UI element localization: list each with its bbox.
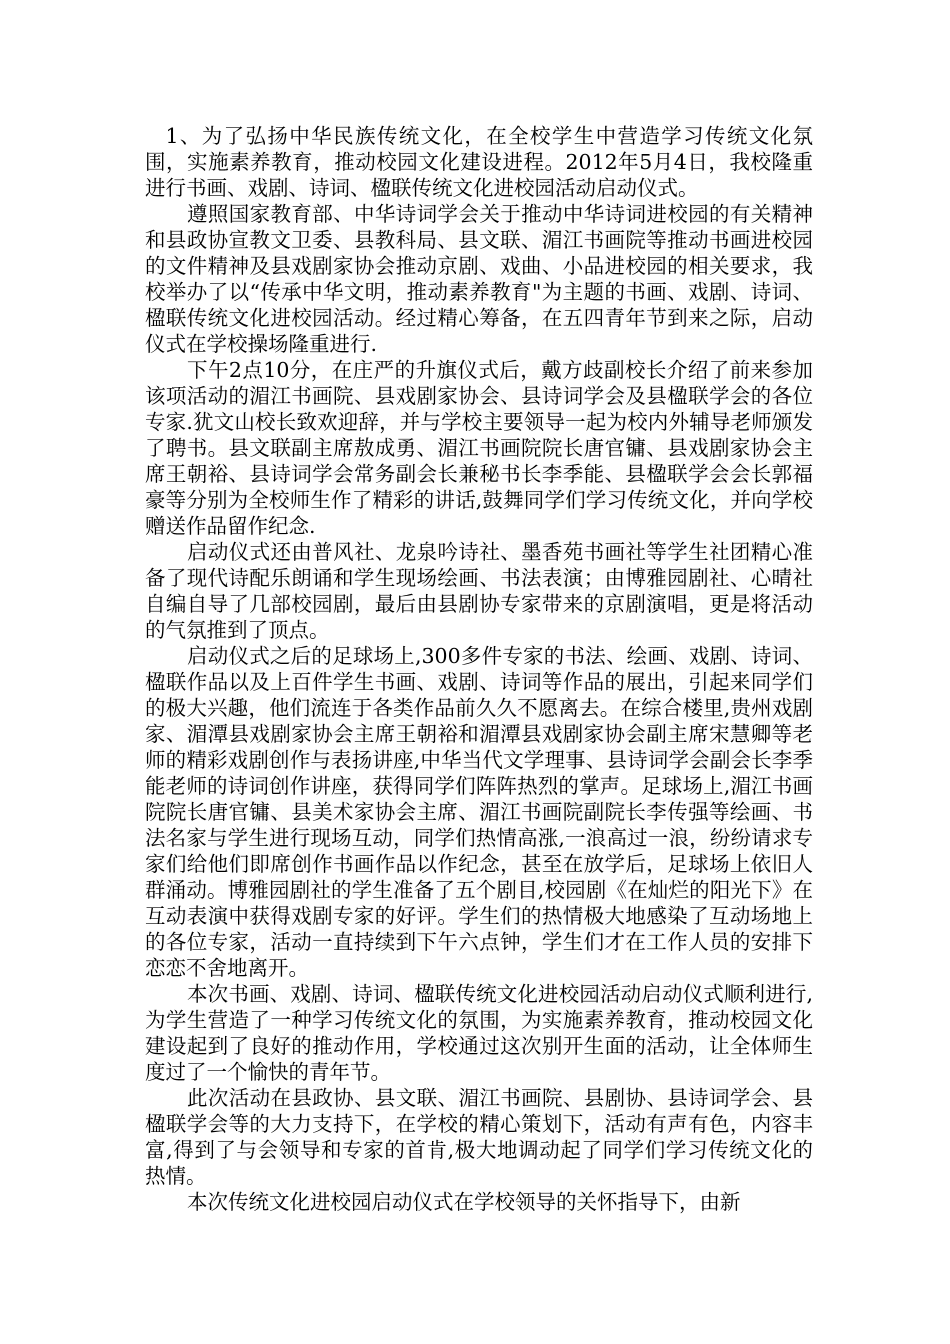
paragraph-summary: 本次书画、戏剧、诗词、楹联传统文化进校园活动启动仪式顺利进行,为学生营造了一种学习传统文化的氛围，为实施素养教育，推动校园文化建设起到了良好的推动作用，学校通过这次别开生面的活动，让全体师生度过了一个愉快的青年节。 bbox=[145, 982, 813, 1084]
paragraph-continued: 本次传统文化进校园启动仪式在学校领导的关怀指导下，由新 bbox=[187, 1190, 741, 1214]
paragraph-performances: 启动仪式还由普风社、龙泉吟诗社、墨香苑书画社等学生社团精心准备了现代诗配乐朗诵和学生现场绘画、书法表演；由博雅园剧社、心晴社自编自导了几部校园剧，最后由县剧协专家带来的京剧演唱，更是将活动的气氛推到了顶点。 bbox=[145, 540, 813, 642]
paragraph-intro: 1、为了弘扬中华民族传统文化，在全校学生中营造学习传统文化氛围，实施素养教育，推动校园文化建设进程。2012年5月4日，我校隆重进行书画、戏剧、诗词、楹联传统文化进校园活动启动仪式。 bbox=[145, 124, 813, 200]
paragraph-background: 遵照国家教育部、中华诗词学会关于推动中华诗词进校园的有关精神和县政协宣教文卫委、县教科局、县文联、湄江书画院等推动书画进校园的文件精神及县戏剧家协会推动京剧、戏曲、小品进校园的相关要求，我校举办了以“传承中华文明，推动素养教育"为主题的书画、戏剧、诗词、楹联传统文化进校园活动。经过精心筹备，在五四青年节到来之际，启动仪式在学校操场隆重进行. bbox=[145, 202, 813, 356]
paragraph-support: 此次活动在县政协、县文联、湄江书画院、县剧协、县诗词学会、县楹联学会等的大力支持下，在学校的精心策划下，活动有声有色，内容丰富,得到了与会领导和专家的首肯,极大地调动起了同学们学习传统文化的热情。 bbox=[145, 1086, 813, 1188]
article-body bbox=[145, 123, 813, 1215]
paragraph-ceremony: 下午2点10分，在庄严的升旗仪式后，戴方歧副校长介绍了前来参加该项活动的湄江书画院、县戏剧家协会、县诗词学会及县楹联学会的各位专家.犹文山校长致欢迎辞，并与学校主要领导一起为校内外辅导老师颁发了聘书。县文联副主席敖成勇、湄江书画院院长唐官镛、县戏剧家协会主席王朝裕、县诗词学会常务副会长兼秘书长李季能、县楹联学会会长郭福豪等分别为全校师生作了精彩的讲话,鼓舞同学们学习传统文化，并向学校赠送作品留作纪念. bbox=[145, 358, 813, 538]
paragraph-exhibition: 启动仪式之后的足球场上,300多件专家的书法、绘画、戏剧、诗词、楹联作品以及上百件学生书画、戏剧、诗词等作品的展出，引起来同学们的极大兴趣，他们流连于各类作品前久久不愿离去。在综合楼里,贵州戏剧家、湄潭县戏剧家协会主席王朝裕和湄潭县戏剧家协会副主席宋慧卿等老师的精彩戏剧创作与表扬讲座,中华当代文学理事、县诗词学会副会长李季能老师的诗词创作讲座，获得同学们阵阵热烈的掌声。足球场上,湄江书画院院长唐官镛、县美术家协会主席、湄江书画院副院长李传强等绘画、书法名家与学生进行现场互动，同学们热情高涨,一浪高过一浪，纷纷请求专家们给他们即席创作书画作品以作纪念，甚至在放学后，足球场上依旧人群涌动。博雅园剧社的学生准备了五个剧目,校园剧《在灿烂的阳光下》在互动表演中获得戏剧专家的好评。学生们的热情极大地感染了互动场地上的各位专家，活动一直持续到下午六点钟，学生们才在工作人员的安排下恋恋不舍地离开。 bbox=[145, 644, 813, 980]
